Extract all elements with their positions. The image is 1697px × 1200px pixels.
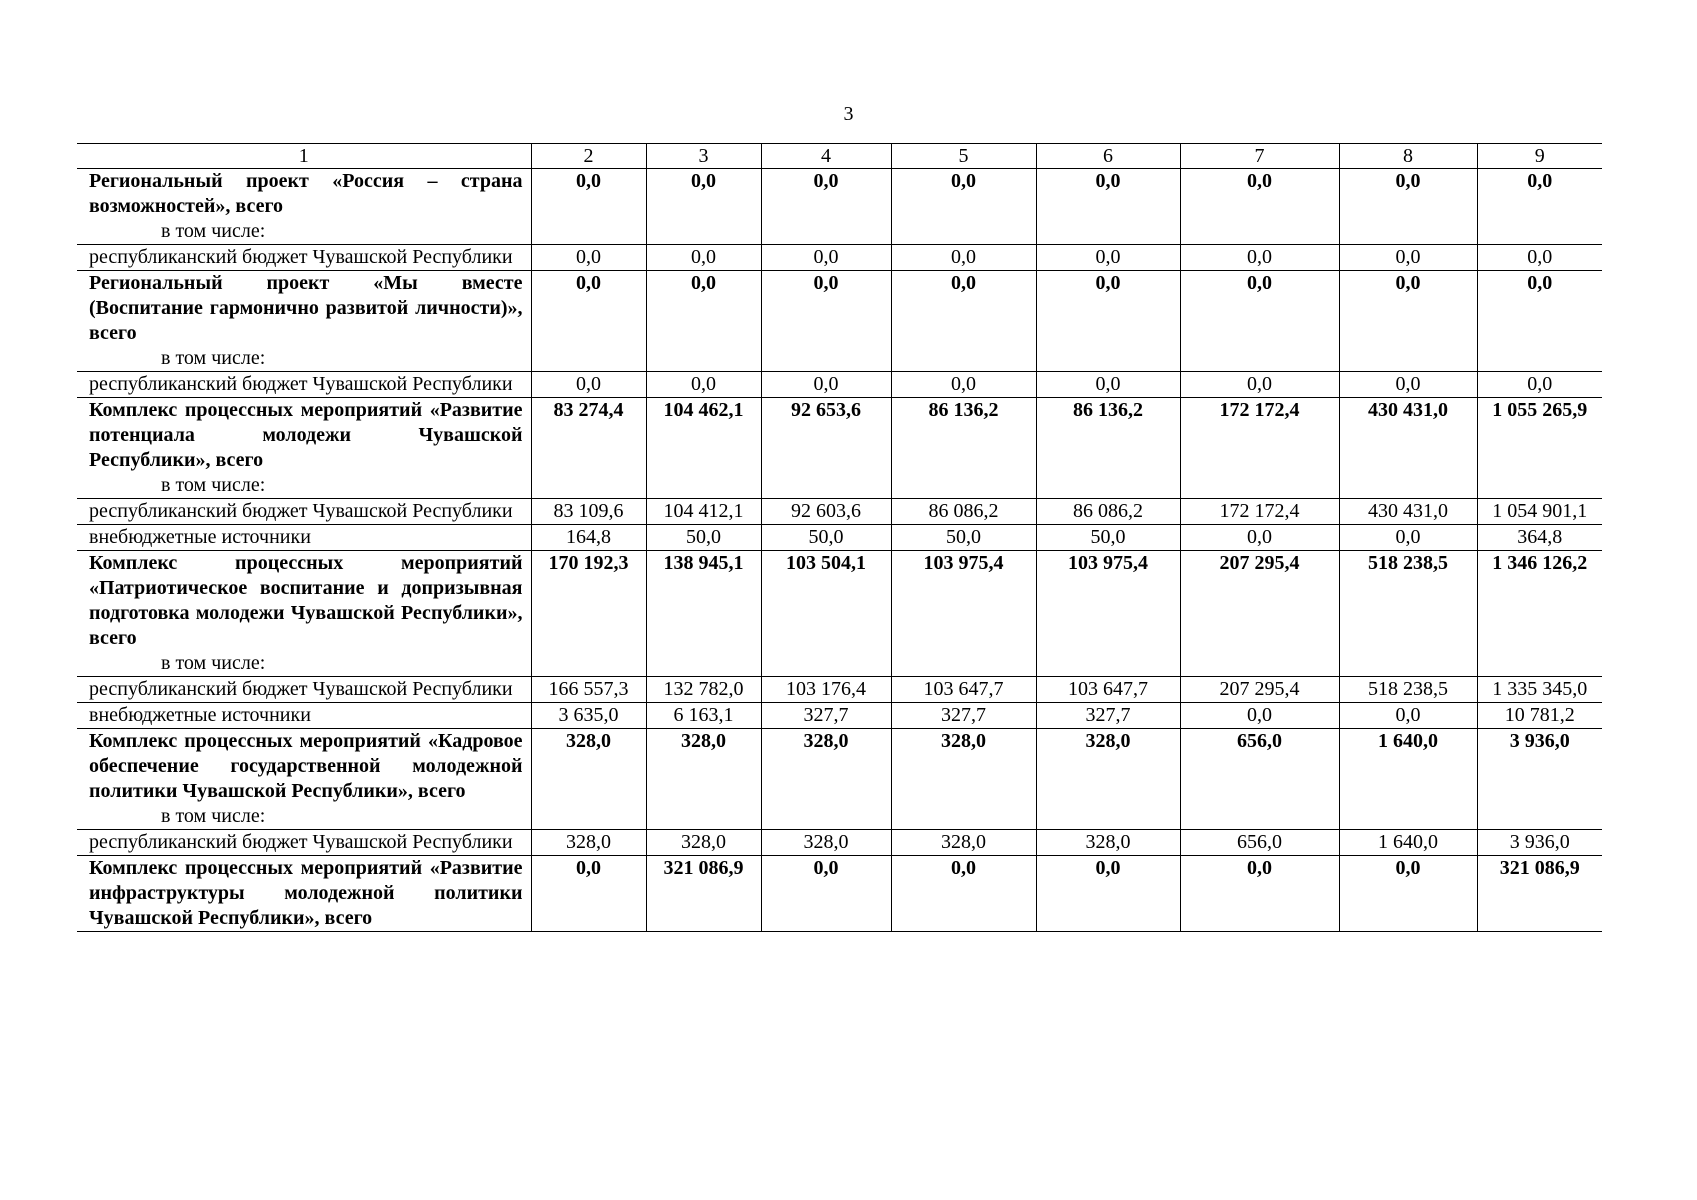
row-sublabel: в том числе: [161, 805, 266, 827]
value-cell: 170 192,3 [531, 551, 646, 677]
value-cell: 518 238,5 [1339, 677, 1477, 703]
value-cell: 364,8 [1477, 525, 1602, 551]
row-label-cell [77, 372, 531, 398]
value-cell: 0,0 [891, 271, 1036, 372]
row-label-cell [77, 398, 531, 499]
value-cell: 104 412,1 [646, 499, 761, 525]
value-cell: 0,0 [531, 856, 646, 932]
value-cell: 328,0 [891, 830, 1036, 856]
source-row [77, 703, 1602, 729]
value-cell: 0,0 [1339, 169, 1477, 245]
value-cell: 0,0 [1180, 525, 1339, 551]
row-label: республиканский бюджет Чувашской Республики [89, 246, 513, 268]
value-cell: 0,0 [761, 372, 891, 398]
source-row [77, 372, 1602, 398]
row-label: Региональный проект «Мы вместе (Воспитание гармонично развитой личности)», всего [89, 272, 523, 344]
value-cell: 321 086,9 [646, 856, 761, 932]
value-cell: 138 945,1 [646, 551, 761, 677]
value-cell: 1 346 126,2 [1477, 551, 1602, 677]
value-cell: 0,0 [1036, 372, 1180, 398]
value-cell: 0,0 [1339, 372, 1477, 398]
value-cell: 0,0 [531, 245, 646, 271]
column-header: 4 [761, 144, 891, 169]
value-cell: 103 647,7 [891, 677, 1036, 703]
value-cell: 0,0 [1339, 525, 1477, 551]
value-cell: 0,0 [646, 169, 761, 245]
value-cell: 0,0 [1339, 271, 1477, 372]
source-row [77, 499, 1602, 525]
row-label: республиканский бюджет Чувашской Республики [89, 831, 513, 853]
value-cell: 0,0 [1477, 169, 1602, 245]
value-cell: 328,0 [1036, 830, 1180, 856]
row-sublabel: в том числе: [161, 220, 266, 242]
row-label: республиканский бюджет Чувашской Республики [89, 678, 513, 700]
row-label: внебюджетные источники [89, 704, 311, 726]
value-cell: 86 086,2 [891, 499, 1036, 525]
value-cell: 327,7 [761, 703, 891, 729]
source-row [77, 245, 1602, 271]
source-row [77, 525, 1602, 551]
budget-table [77, 143, 1602, 932]
value-cell: 207 295,4 [1180, 551, 1339, 677]
value-cell: 0,0 [1036, 245, 1180, 271]
value-cell: 1 055 265,9 [1477, 398, 1602, 499]
value-cell: 172 172,4 [1180, 398, 1339, 499]
value-cell: 103 975,4 [891, 551, 1036, 677]
total-row [77, 729, 1602, 830]
value-cell: 328,0 [646, 830, 761, 856]
value-cell: 0,0 [1477, 271, 1602, 372]
value-cell: 0,0 [761, 245, 891, 271]
value-cell: 0,0 [646, 372, 761, 398]
source-row [77, 677, 1602, 703]
value-cell: 10 781,2 [1477, 703, 1602, 729]
value-cell: 327,7 [891, 703, 1036, 729]
value-cell: 0,0 [1180, 703, 1339, 729]
value-cell: 328,0 [1036, 729, 1180, 830]
value-cell: 0,0 [531, 169, 646, 245]
page-number: 3 [843, 103, 854, 125]
column-header: 7 [1180, 144, 1339, 169]
value-cell: 0,0 [1339, 245, 1477, 271]
value-cell: 518 238,5 [1339, 551, 1477, 677]
column-header: 1 [77, 144, 531, 169]
value-cell: 328,0 [891, 729, 1036, 830]
value-cell: 103 975,4 [1036, 551, 1180, 677]
row-sublabel: в том числе: [161, 347, 266, 369]
value-cell: 0,0 [1036, 271, 1180, 372]
row-label-cell [77, 525, 531, 551]
row-label: Региональный проект «Россия – страна возможностей», всего [89, 170, 523, 217]
value-cell: 0,0 [1339, 703, 1477, 729]
column-header: 8 [1339, 144, 1477, 169]
value-cell: 328,0 [531, 729, 646, 830]
row-label-cell [77, 729, 531, 830]
row-label: Комплекс процессных мероприятий «Патриотическое воспитание и допризывная подготовка молодежи Чувашской Республики», всего [89, 552, 523, 649]
total-row [77, 398, 1602, 499]
value-cell: 83 109,6 [531, 499, 646, 525]
value-cell: 0,0 [761, 856, 891, 932]
value-cell: 1 054 901,1 [1477, 499, 1602, 525]
value-cell: 0,0 [1477, 245, 1602, 271]
value-cell: 50,0 [1036, 525, 1180, 551]
value-cell: 3 936,0 [1477, 830, 1602, 856]
value-cell: 92 653,6 [761, 398, 891, 499]
value-cell: 164,8 [531, 525, 646, 551]
row-label-cell [77, 830, 531, 856]
row-label-cell [77, 499, 531, 525]
value-cell: 0,0 [1339, 856, 1477, 932]
value-cell: 86 136,2 [891, 398, 1036, 499]
value-cell: 83 274,4 [531, 398, 646, 499]
value-cell: 0,0 [1180, 245, 1339, 271]
value-cell: 50,0 [761, 525, 891, 551]
value-cell: 0,0 [761, 271, 891, 372]
value-cell: 92 603,6 [761, 499, 891, 525]
value-cell: 103 176,4 [761, 677, 891, 703]
row-label-cell [77, 551, 531, 677]
value-cell: 656,0 [1180, 830, 1339, 856]
value-cell: 86 136,2 [1036, 398, 1180, 499]
value-cell: 328,0 [646, 729, 761, 830]
column-header: 6 [1036, 144, 1180, 169]
value-cell: 104 462,1 [646, 398, 761, 499]
row-label: республиканский бюджет Чувашской Республики [89, 500, 513, 522]
row-label-cell [77, 677, 531, 703]
value-cell: 0,0 [1036, 856, 1180, 932]
value-cell: 0,0 [891, 169, 1036, 245]
value-cell: 0,0 [531, 372, 646, 398]
value-cell: 0,0 [1036, 169, 1180, 245]
value-cell: 1 335 345,0 [1477, 677, 1602, 703]
row-label-cell [77, 245, 531, 271]
value-cell: 328,0 [761, 729, 891, 830]
value-cell: 328,0 [531, 830, 646, 856]
value-cell: 430 431,0 [1339, 398, 1477, 499]
row-label-cell [77, 703, 531, 729]
value-cell: 166 557,3 [531, 677, 646, 703]
row-label-cell [77, 271, 531, 372]
value-cell: 0,0 [761, 169, 891, 245]
value-cell: 327,7 [1036, 703, 1180, 729]
row-label: республиканский бюджет Чувашской Республики [89, 373, 513, 395]
value-cell: 0,0 [1180, 271, 1339, 372]
value-cell: 50,0 [646, 525, 761, 551]
row-sublabel: в том числе: [161, 474, 266, 496]
value-cell: 321 086,9 [1477, 856, 1602, 932]
value-cell: 132 782,0 [646, 677, 761, 703]
value-cell: 0,0 [891, 245, 1036, 271]
value-cell: 656,0 [1180, 729, 1339, 830]
value-cell: 103 504,1 [761, 551, 891, 677]
value-cell: 50,0 [891, 525, 1036, 551]
total-row [77, 856, 1602, 932]
row-sublabel: в том числе: [161, 652, 266, 674]
value-cell: 172 172,4 [1180, 499, 1339, 525]
column-header-row [77, 144, 1602, 169]
value-cell: 0,0 [1180, 169, 1339, 245]
column-header: 2 [531, 144, 646, 169]
total-row [77, 169, 1602, 245]
value-cell: 328,0 [761, 830, 891, 856]
row-label-cell [77, 169, 531, 245]
row-label: Комплекс процессных мероприятий «Развитие потенциала молодежи Чувашской Республики», всего [89, 399, 523, 471]
column-header: 9 [1477, 144, 1602, 169]
value-cell: 0,0 [1180, 372, 1339, 398]
row-label-cell [77, 856, 531, 932]
value-cell: 0,0 [1180, 856, 1339, 932]
row-label: внебюджетные источники [89, 526, 311, 548]
value-cell: 0,0 [891, 372, 1036, 398]
value-cell: 103 647,7 [1036, 677, 1180, 703]
value-cell: 0,0 [646, 245, 761, 271]
value-cell: 207 295,4 [1180, 677, 1339, 703]
source-row [77, 830, 1602, 856]
value-cell: 6 163,1 [646, 703, 761, 729]
value-cell: 3 936,0 [1477, 729, 1602, 830]
value-cell: 0,0 [646, 271, 761, 372]
value-cell: 0,0 [891, 856, 1036, 932]
value-cell: 86 086,2 [1036, 499, 1180, 525]
row-label: Комплекс процессных мероприятий «Развитие инфраструктуры молодежной политики Чувашской Республики», всего [89, 857, 523, 929]
value-cell: 430 431,0 [1339, 499, 1477, 525]
row-label: Комплекс процессных мероприятий «Кадровое обеспечение государственной молодежной политики Чувашской Республики», всего [89, 730, 523, 802]
value-cell: 1 640,0 [1339, 830, 1477, 856]
value-cell: 0,0 [531, 271, 646, 372]
total-row [77, 551, 1602, 677]
value-cell: 3 635,0 [531, 703, 646, 729]
total-row [77, 271, 1602, 372]
column-header: 3 [646, 144, 761, 169]
value-cell: 0,0 [1477, 372, 1602, 398]
column-header: 5 [891, 144, 1036, 169]
value-cell: 1 640,0 [1339, 729, 1477, 830]
